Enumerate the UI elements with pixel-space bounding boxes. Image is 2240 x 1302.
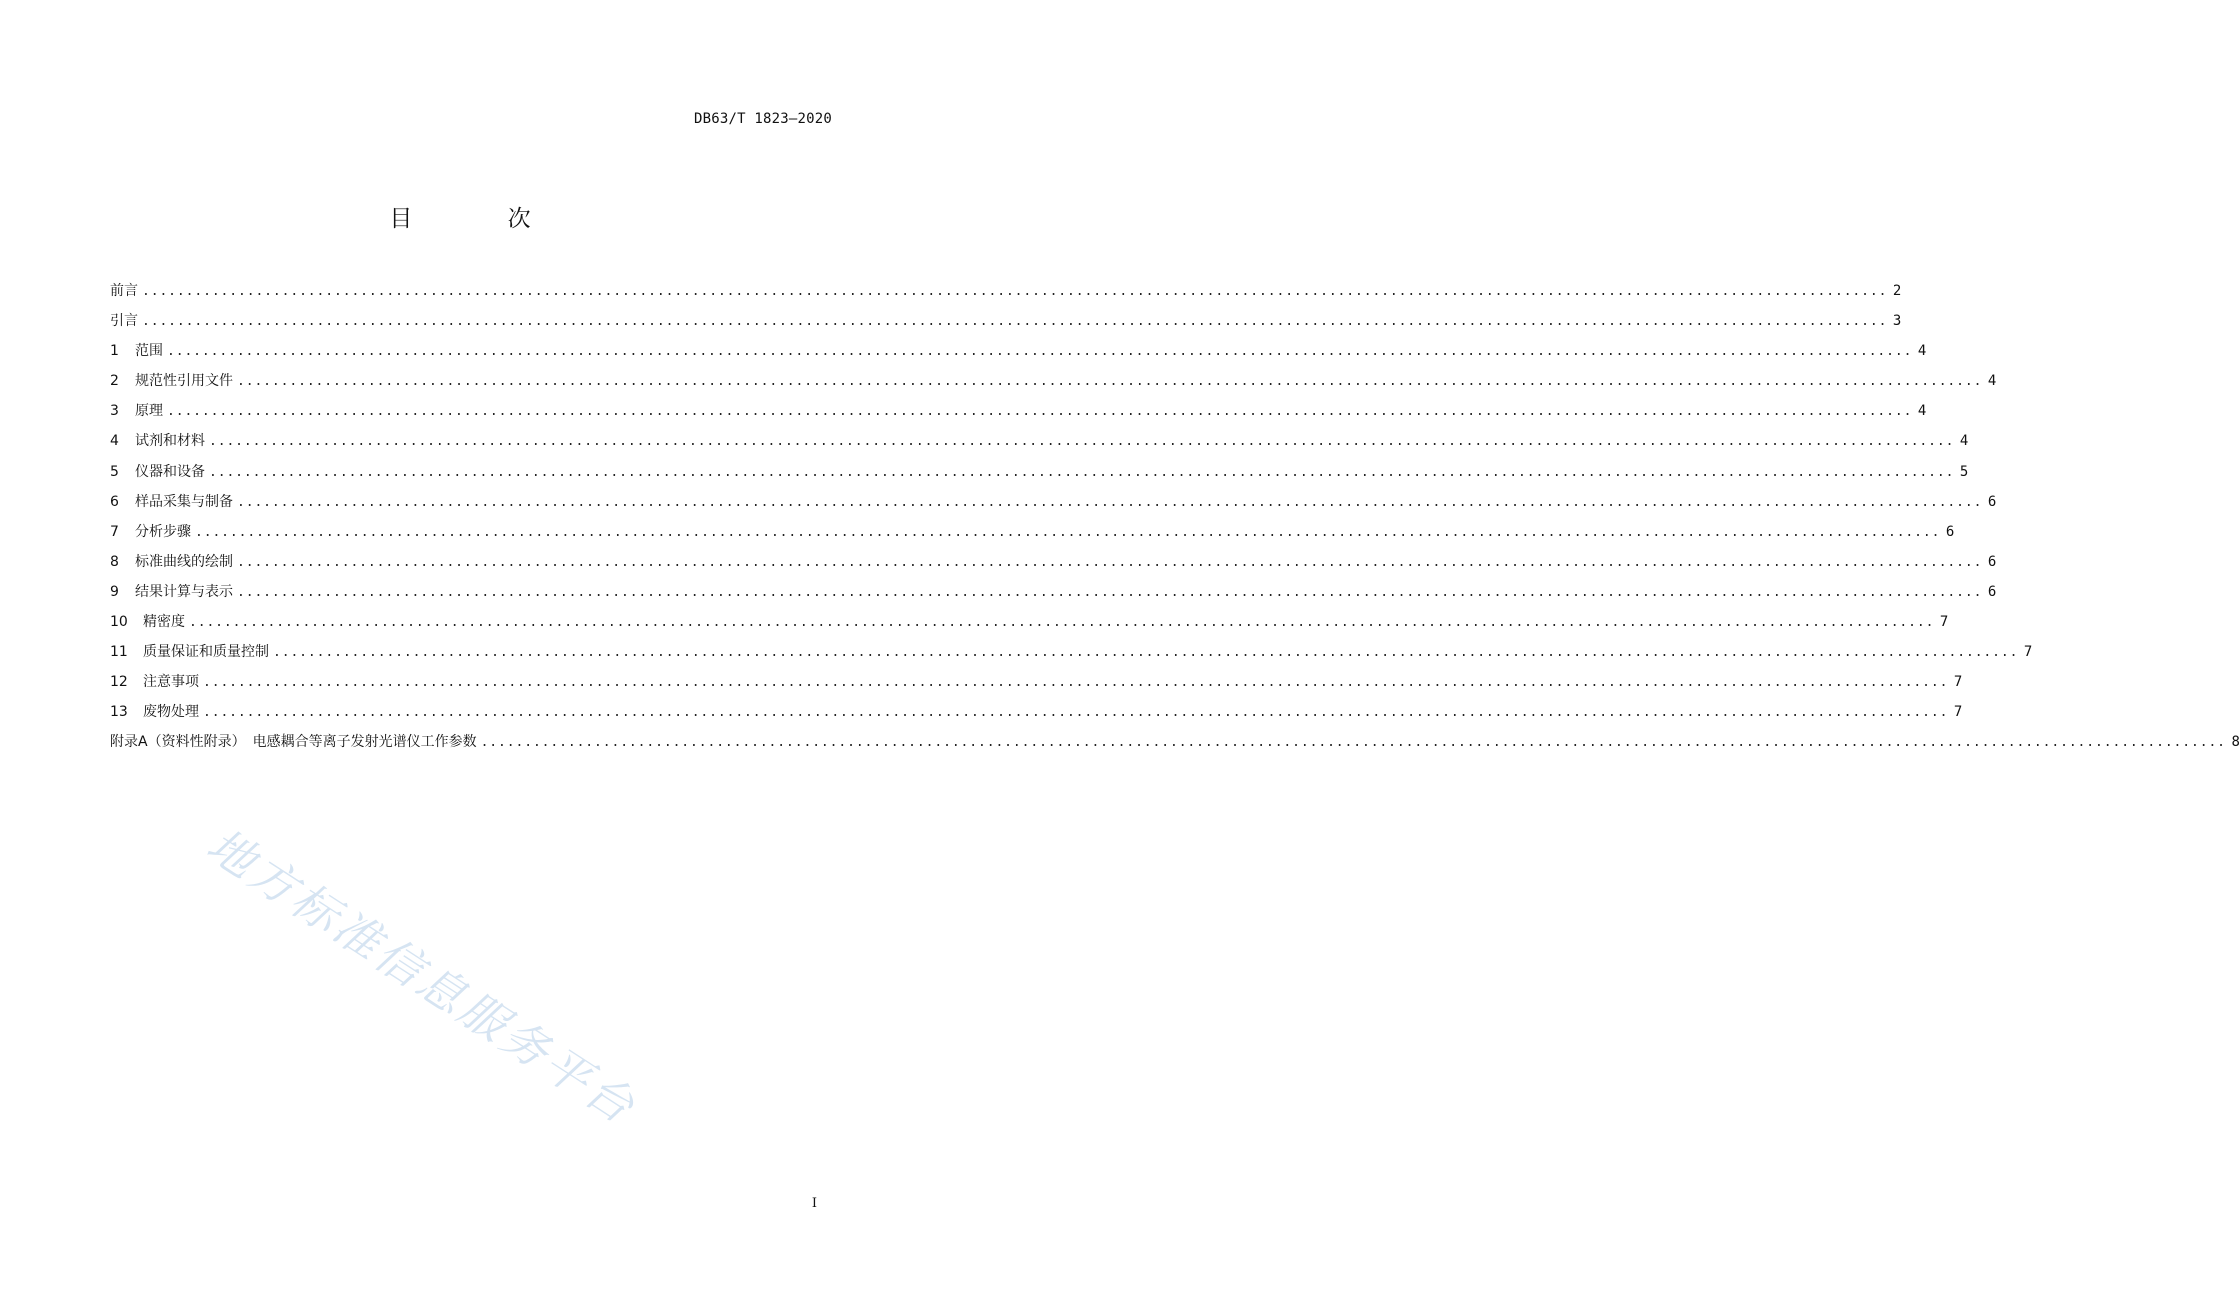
toc-entry-page: 6 bbox=[1987, 493, 1997, 510]
toc-entry-number: 9 bbox=[110, 583, 119, 600]
toc-entry-title: 范围 bbox=[135, 343, 163, 360]
toc-entry-title: 废物处理 bbox=[143, 704, 199, 721]
toc-entry-title: 原理 bbox=[135, 403, 163, 420]
toc-entry[interactable] bbox=[110, 276, 1902, 306]
toc-entry[interactable] bbox=[110, 426, 1969, 456]
toc-entry-page: 4 bbox=[1987, 373, 1997, 390]
dot-leader: ........................................................................................................................................................................................................ bbox=[142, 314, 1888, 330]
dot-leader: ........................................................................................................................................................................................................ bbox=[195, 524, 1941, 540]
toc-entry-number: 12 bbox=[110, 674, 128, 691]
dot-leader: ........................................................................................................................................................................................................ bbox=[203, 675, 1949, 691]
toc-entry-number: 8 bbox=[110, 553, 119, 570]
toc-entry-number: 6 bbox=[110, 493, 119, 510]
toc-entry-page: 3 bbox=[1892, 313, 1902, 330]
toc-entry-page: 4 bbox=[1917, 343, 1927, 360]
toc-entry-title: 前言 bbox=[110, 283, 138, 299]
toc-entry[interactable] bbox=[110, 306, 1902, 336]
dot-leader: ........................................................................................................................................................................................................ bbox=[167, 344, 1913, 360]
document-code: DB63/T 1823—2020 bbox=[693, 111, 832, 127]
dot-leader: ........................................................................................................................................................................................................ bbox=[209, 434, 1955, 450]
page-title: 目 次 bbox=[389, 206, 575, 232]
toc-entry-number: 10 bbox=[110, 614, 128, 631]
toc-entry[interactable] bbox=[110, 637, 2033, 667]
toc-entry[interactable] bbox=[110, 366, 1997, 396]
dot-leader: ........................................................................................................................................................................................................ bbox=[203, 705, 1949, 721]
dot-leader: ........................................................................................................................................................................................................ bbox=[237, 554, 1983, 570]
toc-entry[interactable] bbox=[110, 607, 1949, 637]
toc-entry[interactable] bbox=[110, 727, 2240, 757]
toc-entry-number: 1 bbox=[110, 343, 119, 360]
dot-leader: ........................................................................................................................................................................................................ bbox=[209, 464, 1955, 480]
toc-entry-number: 3 bbox=[110, 403, 119, 420]
toc-entry[interactable] bbox=[110, 547, 1997, 577]
toc-entry-title: 试剂和材料 bbox=[135, 433, 205, 450]
toc-entry-page: 6 bbox=[1987, 553, 1997, 570]
toc-entry-page: 6 bbox=[1987, 583, 1997, 600]
toc-entry[interactable] bbox=[110, 517, 1955, 547]
toc-entry-number: 5 bbox=[110, 463, 119, 480]
toc-entry-page: 8 bbox=[2231, 734, 2240, 751]
dot-leader: ........................................................................................................................................................................................................ bbox=[273, 645, 2019, 661]
toc-entry-page: 7 bbox=[2023, 644, 2033, 661]
toc-entry-title: 规范性引用文件 bbox=[135, 373, 233, 390]
dot-leader: ........................................................................................................................................................................................................ bbox=[237, 374, 1983, 390]
toc-entry-title: 仪器和设备 bbox=[135, 463, 205, 480]
toc-entry[interactable] bbox=[110, 336, 1927, 366]
toc-entry-title: 注意事项 bbox=[143, 674, 199, 691]
toc-entry-title: 质量保证和质量控制 bbox=[143, 644, 269, 661]
page-number: I bbox=[811, 1196, 817, 1211]
toc-entry[interactable] bbox=[110, 577, 1997, 607]
dot-leader: ........................................................................................................................................................................................................ bbox=[237, 494, 1983, 510]
toc-entry[interactable] bbox=[110, 697, 1963, 727]
toc-entry-title: 标准曲线的绘制 bbox=[135, 553, 233, 570]
toc-entry-number: 7 bbox=[110, 523, 119, 540]
toc-entry-page: 6 bbox=[1945, 523, 1955, 540]
toc-entry-title: 分析步骤 bbox=[135, 523, 191, 540]
toc-entry-page: 5 bbox=[1959, 463, 1969, 480]
dot-leader: ........................................................................................................................................................................................................ bbox=[167, 404, 1913, 420]
toc-entry-number: 13 bbox=[110, 704, 128, 721]
toc-entry-page: 4 bbox=[1959, 433, 1969, 450]
dot-leader: ........................................................................................................................................................................................................ bbox=[189, 615, 1935, 631]
toc-entry[interactable] bbox=[110, 667, 1963, 697]
toc-entry[interactable] bbox=[110, 396, 1927, 426]
toc-entry[interactable] bbox=[110, 487, 1997, 517]
dot-leader: ........................................................................................................................................................................................................ bbox=[480, 735, 2226, 751]
toc-entry-title: 附录A（资料性附录） 电感耦合等离子发射光谱仪工作参数 bbox=[110, 734, 477, 751]
toc-entry-number: 4 bbox=[110, 433, 119, 450]
toc-entry-title: 精密度 bbox=[143, 614, 185, 631]
toc-entry-number: 2 bbox=[110, 373, 119, 390]
toc-entry-page: 2 bbox=[1892, 283, 1902, 299]
table-of-contents bbox=[110, 276, 2240, 758]
toc-entry-page: 7 bbox=[1953, 704, 1963, 721]
toc-entry-page: 7 bbox=[1953, 674, 1963, 691]
toc-entry-number: 11 bbox=[110, 644, 128, 661]
dot-leader: ........................................................................................................................................................................................................ bbox=[142, 284, 1888, 299]
watermark: 地方标准信息服务平台 bbox=[197, 817, 647, 1136]
toc-entry-title: 结果计算与表示 bbox=[135, 583, 233, 600]
toc-entry-page: 7 bbox=[1939, 614, 1949, 631]
toc-entry[interactable] bbox=[110, 457, 1969, 487]
dot-leader: ........................................................................................................................................................................................................ bbox=[237, 584, 1983, 600]
toc-entry-title: 引言 bbox=[110, 313, 138, 330]
toc-entry-title: 样品采集与制备 bbox=[135, 493, 233, 510]
toc-entry-page: 4 bbox=[1917, 403, 1927, 420]
